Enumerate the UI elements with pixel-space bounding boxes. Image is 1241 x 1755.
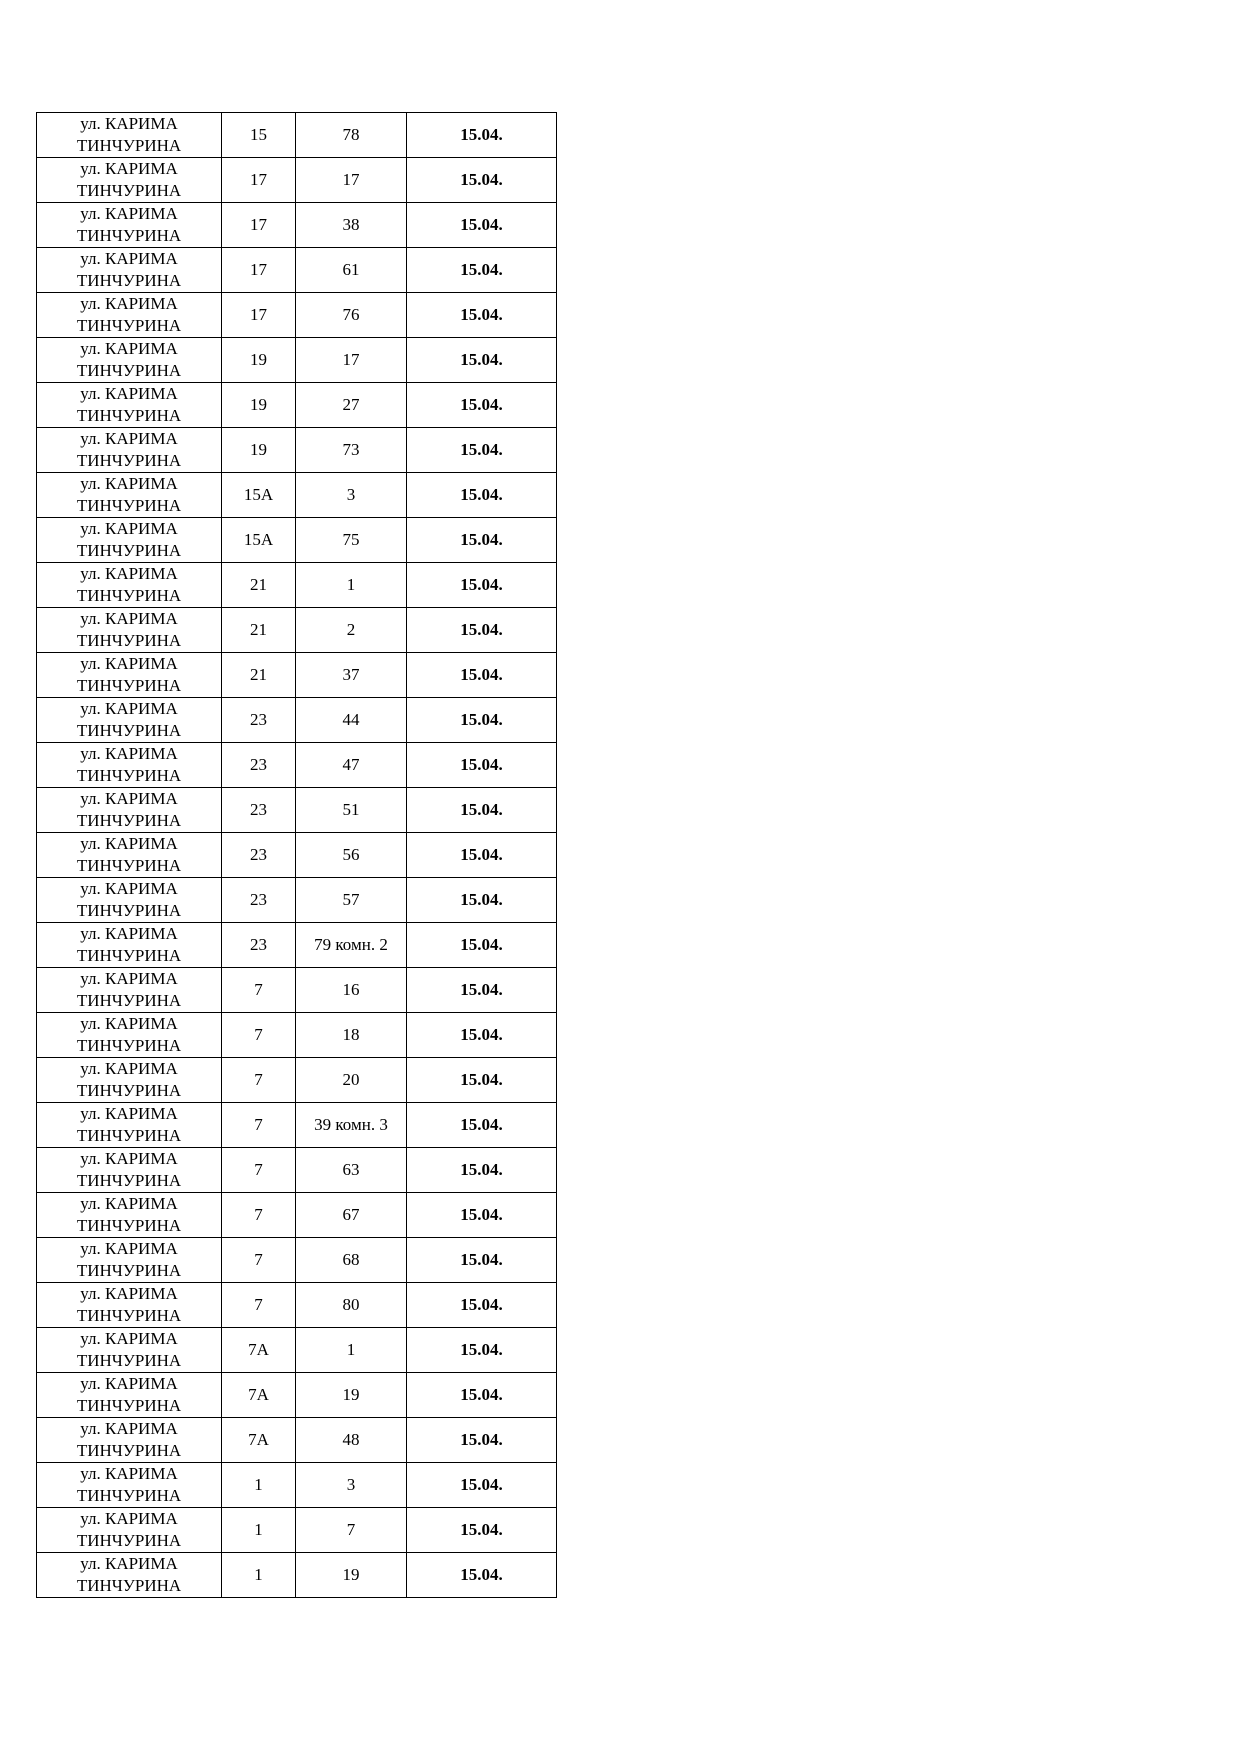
apartment-cell: 80: [296, 1283, 407, 1328]
apartment-cell: 7: [296, 1508, 407, 1553]
street-line2: ТИНЧУРИНА: [76, 631, 182, 650]
table-row: [37, 563, 557, 608]
street-line2: ТИНЧУРИНА: [76, 946, 182, 965]
street-line2: ТИНЧУРИНА: [76, 991, 182, 1010]
table-row: [37, 383, 557, 428]
table-row: [37, 1328, 557, 1373]
table-row: [37, 608, 557, 653]
schedule-table-body: [37, 113, 557, 1598]
street-cell: [37, 833, 222, 878]
table-row: [37, 1103, 557, 1148]
house-cell: 17: [222, 203, 296, 248]
house-cell: 17: [222, 293, 296, 338]
street-line2: ТИНЧУРИНА: [76, 901, 182, 920]
date-cell: 15.04.: [407, 833, 557, 878]
date-cell: 15.04.: [407, 968, 557, 1013]
street-cell: [37, 698, 222, 743]
table-row: [37, 1238, 557, 1283]
street-line1: ул. КАРИМА: [80, 1329, 178, 1348]
apartment-cell: 19: [296, 1553, 407, 1598]
apartment-cell: 3: [296, 473, 407, 518]
street-cell: [37, 1418, 222, 1463]
apartment-cell: 61: [296, 248, 407, 293]
table-row: [37, 113, 557, 158]
apartment-cell: 56: [296, 833, 407, 878]
table-row: [37, 1013, 557, 1058]
street-line1: ул. КАРИМА: [80, 1104, 178, 1123]
street-line1: ул. КАРИМА: [80, 924, 178, 943]
house-cell: 17: [222, 158, 296, 203]
date-cell: 15.04.: [407, 158, 557, 203]
apartment-cell: 76: [296, 293, 407, 338]
date-cell: 15.04.: [407, 1328, 557, 1373]
street-line1: ул. КАРИМА: [80, 474, 178, 493]
house-cell: 7: [222, 1238, 296, 1283]
house-cell: 7: [222, 968, 296, 1013]
street-line1: ул. КАРИМА: [80, 1464, 178, 1483]
apartment-cell: 16: [296, 968, 407, 1013]
street-line2: ТИНЧУРИНА: [76, 1036, 182, 1055]
apartment-cell: 44: [296, 698, 407, 743]
date-cell: 15.04.: [407, 1283, 557, 1328]
street-line1: ул. КАРИМА: [80, 159, 178, 178]
table-row: [37, 1553, 557, 1598]
street-line1: ул. КАРИМА: [80, 429, 178, 448]
apartment-cell: 17: [296, 158, 407, 203]
street-cell: [37, 113, 222, 158]
table-row: [37, 788, 557, 833]
apartment-cell: 63: [296, 1148, 407, 1193]
street-line2: ТИНЧУРИНА: [76, 586, 182, 605]
street-line2: ТИНЧУРИНА: [76, 1531, 182, 1550]
apartment-cell: 78: [296, 113, 407, 158]
street-cell: [37, 968, 222, 1013]
street-line1: ул. КАРИМА: [80, 744, 178, 763]
house-cell: 7А: [222, 1328, 296, 1373]
table-row: [37, 653, 557, 698]
street-cell: [37, 293, 222, 338]
date-cell: 15.04.: [407, 878, 557, 923]
apartment-cell: 27: [296, 383, 407, 428]
house-cell: 7: [222, 1058, 296, 1103]
date-cell: 15.04.: [407, 518, 557, 563]
street-line1: ул. КАРИМА: [80, 1374, 178, 1393]
table-row: [37, 338, 557, 383]
table-row: [37, 1418, 557, 1463]
apartment-cell: 38: [296, 203, 407, 248]
street-line2: ТИНЧУРИНА: [76, 361, 182, 380]
date-cell: 15.04.: [407, 698, 557, 743]
date-cell: 15.04.: [407, 113, 557, 158]
table-row: [37, 923, 557, 968]
table-row: [37, 518, 557, 563]
street-line2: ТИНЧУРИНА: [76, 271, 182, 290]
street-line1: ул. КАРИМА: [80, 519, 178, 538]
house-cell: 23: [222, 698, 296, 743]
house-cell: 7: [222, 1103, 296, 1148]
street-line2: ТИНЧУРИНА: [76, 856, 182, 875]
street-cell: [37, 428, 222, 473]
date-cell: 15.04.: [407, 248, 557, 293]
table-row: [37, 1508, 557, 1553]
house-cell: 15А: [222, 518, 296, 563]
street-line1: ул. КАРИМА: [80, 1419, 178, 1438]
date-cell: 15.04.: [407, 1418, 557, 1463]
house-cell: 1: [222, 1553, 296, 1598]
apartment-cell: 37: [296, 653, 407, 698]
street-cell: [37, 1238, 222, 1283]
apartment-cell: 57: [296, 878, 407, 923]
street-cell: [37, 518, 222, 563]
street-cell: [37, 1283, 222, 1328]
street-cell: [37, 1193, 222, 1238]
table-row: [37, 1193, 557, 1238]
street-line2: ТИНЧУРИНА: [76, 1486, 182, 1505]
table-row: [37, 248, 557, 293]
table-row: [37, 473, 557, 518]
street-line2: ТИНЧУРИНА: [76, 1396, 182, 1415]
apartment-cell: 17: [296, 338, 407, 383]
street-line2: ТИНЧУРИНА: [76, 541, 182, 560]
date-cell: 15.04.: [407, 203, 557, 248]
date-cell: 15.04.: [407, 1148, 557, 1193]
table-row: [37, 1463, 557, 1508]
date-cell: 15.04.: [407, 923, 557, 968]
street-cell: [37, 743, 222, 788]
apartment-cell: 67: [296, 1193, 407, 1238]
date-cell: 15.04.: [407, 1553, 557, 1598]
house-cell: 19: [222, 338, 296, 383]
apartment-cell: 48: [296, 1418, 407, 1463]
date-cell: 15.04.: [407, 293, 557, 338]
street-line2: ТИНЧУРИНА: [76, 136, 182, 155]
street-line2: ТИНЧУРИНА: [76, 316, 182, 335]
street-cell: [37, 878, 222, 923]
street-line2: ТИНЧУРИНА: [76, 1306, 182, 1325]
date-cell: 15.04.: [407, 1193, 557, 1238]
street-cell: [37, 383, 222, 428]
house-cell: 15А: [222, 473, 296, 518]
street-line2: ТИНЧУРИНА: [76, 496, 182, 515]
street-line1: ул. КАРИМА: [80, 654, 178, 673]
date-cell: 15.04.: [407, 1373, 557, 1418]
street-cell: [37, 203, 222, 248]
apartment-cell: 1: [296, 1328, 407, 1373]
street-line2: ТИНЧУРИНА: [76, 1216, 182, 1235]
date-cell: 15.04.: [407, 608, 557, 653]
street-line1: ул. КАРИМА: [80, 1014, 178, 1033]
date-cell: 15.04.: [407, 1103, 557, 1148]
street-line2: ТИНЧУРИНА: [76, 811, 182, 830]
date-cell: 15.04.: [407, 1013, 557, 1058]
street-line1: ул. КАРИМА: [80, 1149, 178, 1168]
date-cell: 15.04.: [407, 1238, 557, 1283]
date-cell: 15.04.: [407, 473, 557, 518]
date-cell: 15.04.: [407, 338, 557, 383]
house-cell: 7: [222, 1193, 296, 1238]
street-cell: [37, 1373, 222, 1418]
street-line1: ул. КАРИМА: [80, 114, 178, 133]
date-cell: 15.04.: [407, 788, 557, 833]
street-line1: ул. КАРИМА: [80, 1239, 178, 1258]
house-cell: 15: [222, 113, 296, 158]
table-row: [37, 1148, 557, 1193]
schedule-table: [36, 112, 557, 1598]
street-line1: ул. КАРИМА: [80, 699, 178, 718]
street-cell: [37, 923, 222, 968]
house-cell: 7: [222, 1148, 296, 1193]
apartment-cell: 3: [296, 1463, 407, 1508]
date-cell: 15.04.: [407, 428, 557, 473]
street-line1: ул. КАРИМА: [80, 564, 178, 583]
street-cell: [37, 1103, 222, 1148]
table-row: [37, 698, 557, 743]
house-cell: 19: [222, 428, 296, 473]
apartment-cell: 18: [296, 1013, 407, 1058]
table-row: [37, 203, 557, 248]
date-cell: 15.04.: [407, 1463, 557, 1508]
street-line2: ТИНЧУРИНА: [76, 406, 182, 425]
street-line2: ТИНЧУРИНА: [76, 1351, 182, 1370]
street-line1: ул. КАРИМА: [80, 384, 178, 403]
apartment-cell: 39 комн. 3: [296, 1103, 407, 1148]
house-cell: 23: [222, 788, 296, 833]
apartment-cell: 68: [296, 1238, 407, 1283]
street-cell: [37, 1328, 222, 1373]
street-line1: ул. КАРИМА: [80, 969, 178, 988]
table-row: [37, 743, 557, 788]
street-line1: ул. КАРИМА: [80, 294, 178, 313]
date-cell: 15.04.: [407, 1058, 557, 1103]
street-line2: ТИНЧУРИНА: [76, 1576, 182, 1595]
house-cell: 7: [222, 1013, 296, 1058]
house-cell: 17: [222, 248, 296, 293]
apartment-cell: 2: [296, 608, 407, 653]
street-cell: [37, 1553, 222, 1598]
street-line1: ул. КАРИМА: [80, 339, 178, 358]
street-cell: [37, 608, 222, 653]
street-line1: ул. КАРИМА: [80, 1194, 178, 1213]
house-cell: 7А: [222, 1373, 296, 1418]
street-line1: ул. КАРИМА: [80, 1509, 178, 1528]
date-cell: 15.04.: [407, 1508, 557, 1553]
apartment-cell: 47: [296, 743, 407, 788]
house-cell: 23: [222, 743, 296, 788]
street-line2: ТИНЧУРИНА: [76, 181, 182, 200]
house-cell: 23: [222, 923, 296, 968]
street-cell: [37, 1463, 222, 1508]
street-line2: ТИНЧУРИНА: [76, 1441, 182, 1460]
date-cell: 15.04.: [407, 563, 557, 608]
street-line1: ул. КАРИМА: [80, 879, 178, 898]
house-cell: 21: [222, 653, 296, 698]
house-cell: 19: [222, 383, 296, 428]
apartment-cell: 20: [296, 1058, 407, 1103]
street-line2: ТИНЧУРИНА: [76, 1171, 182, 1190]
apartment-cell: 1: [296, 563, 407, 608]
street-line2: ТИНЧУРИНА: [76, 1081, 182, 1100]
house-cell: 7А: [222, 1418, 296, 1463]
table-row: [37, 1373, 557, 1418]
table-row: [37, 1283, 557, 1328]
house-cell: 21: [222, 608, 296, 653]
street-cell: [37, 1508, 222, 1553]
apartment-cell: 79 комн. 2: [296, 923, 407, 968]
apartment-cell: 51: [296, 788, 407, 833]
table-row: [37, 158, 557, 203]
street-cell: [37, 1148, 222, 1193]
street-cell: [37, 653, 222, 698]
house-cell: 21: [222, 563, 296, 608]
street-line1: ул. КАРИМА: [80, 609, 178, 628]
apartment-cell: 19: [296, 1373, 407, 1418]
house-cell: 7: [222, 1283, 296, 1328]
street-line1: ул. КАРИМА: [80, 1554, 178, 1573]
house-cell: 23: [222, 833, 296, 878]
street-line2: ТИНЧУРИНА: [76, 1261, 182, 1280]
street-line2: ТИНЧУРИНА: [76, 766, 182, 785]
street-cell: [37, 563, 222, 608]
street-cell: [37, 248, 222, 293]
house-cell: 23: [222, 878, 296, 923]
table-row: [37, 968, 557, 1013]
date-cell: 15.04.: [407, 653, 557, 698]
street-line1: ул. КАРИМА: [80, 1059, 178, 1078]
street-line1: ул. КАРИМА: [80, 249, 178, 268]
house-cell: 1: [222, 1508, 296, 1553]
table-row: [37, 293, 557, 338]
date-cell: 15.04.: [407, 383, 557, 428]
table-row: [37, 428, 557, 473]
table-row: [37, 1058, 557, 1103]
street-cell: [37, 1013, 222, 1058]
apartment-cell: 73: [296, 428, 407, 473]
street-line1: ул. КАРИМА: [80, 204, 178, 223]
street-line2: ТИНЧУРИНА: [76, 226, 182, 245]
street-line2: ТИНЧУРИНА: [76, 676, 182, 695]
street-line2: ТИНЧУРИНА: [76, 451, 182, 470]
street-cell: [37, 338, 222, 383]
apartment-cell: 75: [296, 518, 407, 563]
street-line2: ТИНЧУРИНА: [76, 721, 182, 740]
street-cell: [37, 158, 222, 203]
date-cell: 15.04.: [407, 743, 557, 788]
street-line1: ул. КАРИМА: [80, 789, 178, 808]
table-row: [37, 833, 557, 878]
house-cell: 1: [222, 1463, 296, 1508]
street-line1: ул. КАРИМА: [80, 1284, 178, 1303]
street-cell: [37, 473, 222, 518]
street-cell: [37, 788, 222, 833]
street-line2: ТИНЧУРИНА: [76, 1126, 182, 1145]
street-line1: ул. КАРИМА: [80, 834, 178, 853]
table-row: [37, 878, 557, 923]
street-cell: [37, 1058, 222, 1103]
